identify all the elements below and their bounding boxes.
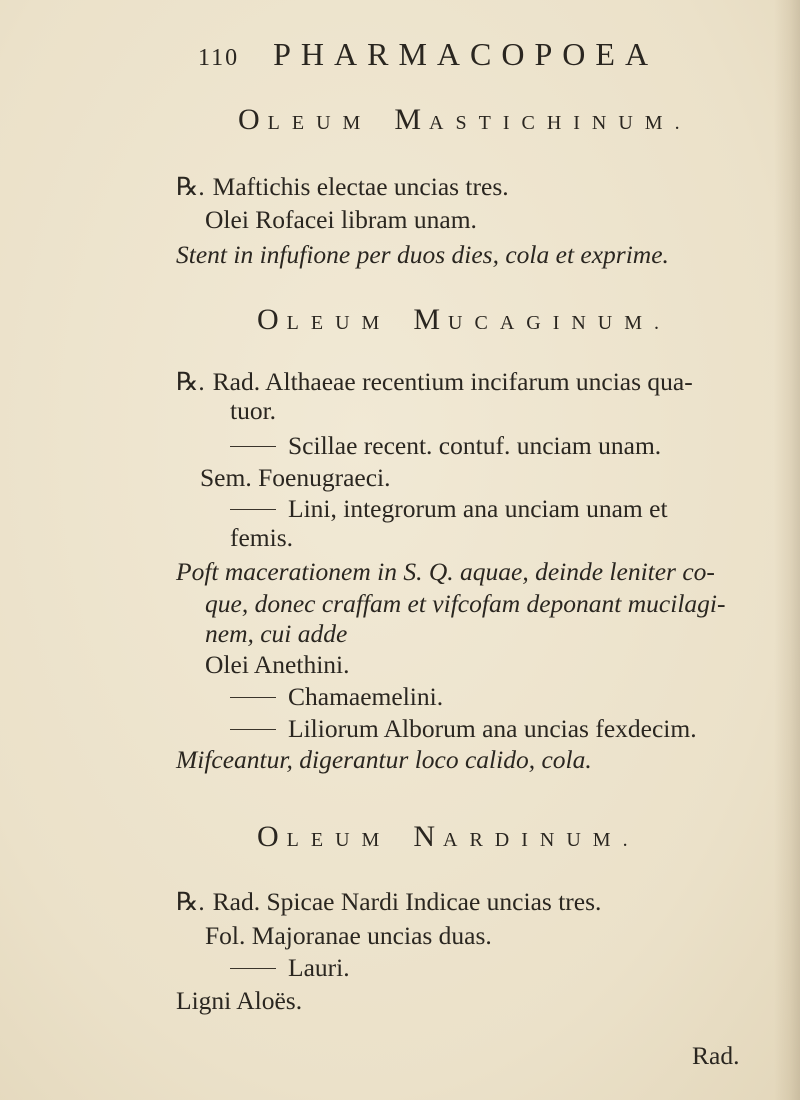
recipe-instruction: Poft macerationem in S. Q. aquae, deinde leniter co- — [176, 557, 715, 586]
ditto-dash — [230, 446, 276, 447]
recipe-line: Lini, integrorum ana unciam unam et — [230, 494, 668, 524]
ditto-dash — [230, 968, 276, 969]
ditto-dash — [230, 729, 276, 730]
section-heading-mucaginum: OLEUM MUCAGINUM. — [257, 303, 672, 336]
running-title: PHARMACOPOEA — [273, 36, 659, 72]
recipe-instruction: nem, cui adde — [205, 619, 348, 648]
recipe-line: tuor. — [230, 396, 277, 425]
section-heading-mastichinum: OLEUM MASTICHINUM. — [238, 103, 692, 136]
section-heading-nardinum: OLEUM NARDINUM. — [257, 820, 640, 853]
recipe-line: Chamaemelini. — [230, 682, 443, 712]
recipe-line: Fol. Majoranae uncias duas. — [205, 921, 492, 950]
recipe-line: Sem. Foenugraeci. — [200, 463, 391, 492]
catchword: Rad. — [692, 1041, 740, 1070]
recipe-line: femis. — [230, 523, 294, 552]
recipe-line: ℞. Rad. Spicae Nardi Indicae uncias tres. — [176, 887, 602, 916]
recipe-instruction: Stent in infufione per duos dies, cola et exprime. — [176, 240, 669, 269]
recipe-line: Olei Rofacei libram unam. — [205, 205, 477, 234]
recipe-instruction: que, donec craffam et vifcofam deponant mucilagi- — [205, 589, 726, 618]
running-head — [198, 36, 658, 73]
recipe-line: Olei Anethini. — [205, 650, 350, 679]
recipe-symbol: ℞. — [176, 369, 205, 396]
recipe-instruction: Mifceantur, digerantur loco calido, cola. — [176, 745, 592, 774]
recipe-line: ℞. Maftichis electae uncias tres. — [176, 172, 509, 201]
page-edge-shadow — [774, 0, 800, 1100]
recipe-line: Lauri. — [230, 953, 350, 983]
recipe-line: Ligni Aloës. — [176, 986, 303, 1015]
page-number: 110 — [198, 45, 240, 71]
recipe-line: Liliorum Alborum ana uncias fexdecim. — [230, 714, 697, 744]
recipe-symbol: ℞. — [176, 174, 205, 201]
recipe-symbol: ℞. — [176, 889, 205, 916]
ditto-dash — [230, 509, 276, 510]
recipe-line: ℞. Rad. Althaeae recentium incifarum uncias qua- — [176, 367, 693, 396]
ditto-dash — [230, 697, 276, 698]
recipe-line: Scillae recent. contuf. unciam unam. — [230, 431, 661, 461]
